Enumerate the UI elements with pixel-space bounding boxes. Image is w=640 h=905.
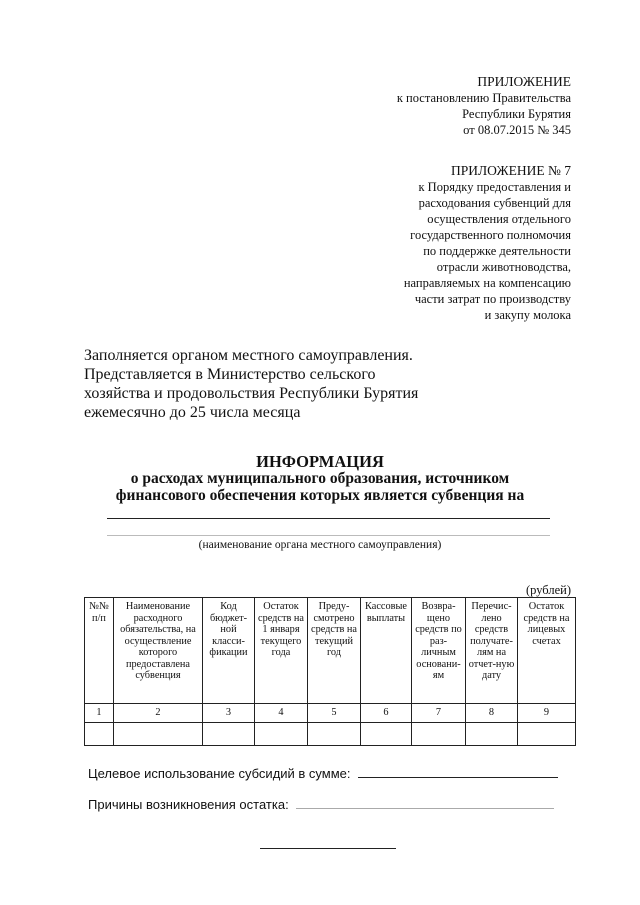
appendix7-line: направляемых на компенсацию [403,276,571,290]
fill-instructions [84,346,418,422]
column-number: 6 [361,704,412,723]
appendix-header [397,74,571,138]
appendix-title: ПРИЛОЖЕНИЕ [477,74,571,89]
column-header: Кассовые выплаты [361,598,412,704]
instruction-line: Заполняется органом местного самоуправления. [84,347,413,364]
purpose-amount-line[interactable] [358,764,558,778]
expense-table [84,597,576,746]
table-header-row [85,598,576,704]
column-number: 4 [255,704,308,723]
column-header: Остаток средств на 1 января текущего года [255,598,308,704]
title-line: финансового обеспечения которых является субвенция на [115,487,525,504]
appendix7-header [404,163,571,323]
column-header: Остаток средств на лицевых счетах [518,598,576,704]
column-header: Перечис-лено средств получате-лям на отчет-ную дату [466,598,518,704]
appendix7-line: части затрат по производству [414,292,571,306]
column-header: Преду-смотрено средств на текущий год [308,598,361,704]
appendix7-title: ПРИЛОЖЕНИЕ № 7 [450,163,571,178]
column-number: 5 [308,704,361,723]
column-number-row [85,704,576,723]
title-line: о расходах муниципального образования, источником [130,470,510,487]
appendix7-line: к Порядку предоставления и [418,180,571,194]
appendix7-line: расходования субвенций для [418,196,571,210]
organization-name-line[interactable] [107,535,550,536]
purpose-field [88,764,558,781]
appendix7-line: отрасли животноводства, [436,260,571,274]
table-cell[interactable] [308,723,361,746]
reasons-line[interactable] [296,795,554,809]
instruction-line: ежемесячно до 25 числа месяца [84,404,301,421]
appendix-line: к постановлению Правительства [396,91,571,105]
appendix-line: Республики Бурятия [462,107,571,121]
reasons-field [88,795,554,812]
appendix7-line: по поддержке деятельности [423,244,571,258]
appendix-line: от 08.07.2015 № 345 [463,123,571,137]
table-cell[interactable] [203,723,255,746]
appendix7-line: и закупу молока [484,308,571,322]
column-number: 1 [85,704,114,723]
appendix7-line: осуществления отдельного [427,212,571,226]
column-header: Наименование расходного обязательства, на осуществление которого предоставлена субвенция [114,598,203,704]
column-number: 7 [412,704,466,723]
column-header: Возвра-щено средств по раз-личным основани-ям [412,598,466,704]
signature-line[interactable] [260,848,396,849]
column-number: 8 [466,704,518,723]
table-row [85,723,576,746]
table-cell[interactable] [85,723,114,746]
instruction-line: хозяйства и продовольствия Республики Бурятия [84,385,419,402]
subvention-purpose-line[interactable] [107,518,550,519]
table-cell[interactable] [518,723,576,746]
title-main: ИНФОРМАЦИЯ [256,452,384,471]
purpose-label: Целевое использование субсидий в сумме: [88,766,351,781]
column-header: Код бюджет-ной класси-фикации [203,598,255,704]
currency-note: (рублей) [525,583,571,597]
table-cell[interactable] [412,723,466,746]
organization-caption: (наименование органа местного самоуправления) [198,539,442,551]
table-cell[interactable] [255,723,308,746]
document-title [0,453,640,504]
column-header: №№ п/п [85,598,114,704]
table-cell[interactable] [466,723,518,746]
column-number: 3 [203,704,255,723]
instruction-line: Представляется в Министерство сельского [84,366,376,383]
reasons-label: Причины возникновения остатка: [88,797,289,812]
column-number: 2 [114,704,203,723]
appendix7-line: государственного полномочия [410,228,571,242]
table-cell[interactable] [114,723,203,746]
column-number: 9 [518,704,576,723]
table-cell[interactable] [361,723,412,746]
